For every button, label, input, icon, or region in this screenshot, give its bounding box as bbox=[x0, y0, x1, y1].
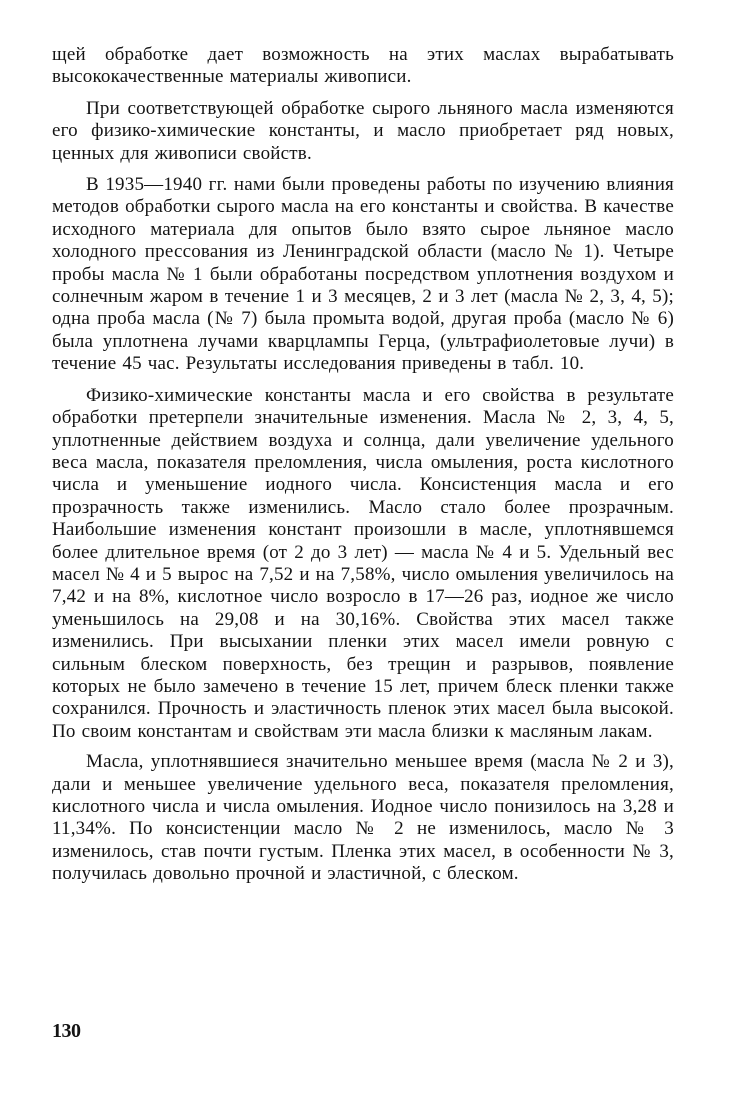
paragraph-continuation: щей обработке дает возможность на этих маслах вырабатывать высококачественные материалы живописи. bbox=[52, 44, 674, 88]
paragraph-oil-treatment: При соответствующей обработке сырого льняного масла изменяются его физико-химические константы, и масло приобретает ряд новых, ценных для живописи свойств. bbox=[52, 97, 674, 164]
paragraph-experiments: В 1935—1940 гг. нами были проведены работы по изучению влияния методов обработки сырого масла на его константы и свойства. В качестве исходного материала для опытов было взято сырое льняное масло холодного прессования из Ленинградской области (масло № 1). Четыре пробы масла № 1 были обработаны посредством уплотнения воздухом и солнечным жаром в течение 1 и 3 месяцев, 2 и 3 лет (масла № 2, 3, 4, 5); одна проба масла (№ 7) была промыта водой, другая проба (масло № 6) была уплотнена лучами кварцлампы Герца, (ультрафиолетовые лучи) в течение 45 час. Результаты исследования приведены в табл. 10. bbox=[52, 174, 674, 375]
page-body bbox=[52, 44, 674, 893]
paragraph-constants-changes: Физико-химические константы масла и его свойства в результате обработки претерпели значительные изменения. Масла № 2, 3, 4, 5, уплотненные действием воздуха и солнца, дали увеличение удельного веса масла, показателя преломления, числа омыления, роста кислотного числа и уменьшение иодного числа. Консистенция масла и его прозрачность также изменились. Масло стало более прозрачным. Наибольшие изменения констант произошли в масле, уплотнявшемся более длительное время (от 2 до 3 лет) — масла № 4 и 5. Удельный вес масел № 4 и 5 вырос на 7,52 и на 7,58%, число омыления увеличилось на 7,42 и на 8%, кислотное число возросло в 17—26 раз, иодное же число уменьшилось на 29,08 и на 30,16%. Свойства этих масел также изменились. При высыхании пленки этих масел имели ровную с сильным блеском поверхность, без трещин и разрывов, появление которых не было замечено в течение 15 лет, причем блеск пленки также сохранился. Прочность и эластичность пленок этих масел была высокой. По своим константам и свойствам эти масла близки к масляным лакам. bbox=[52, 384, 674, 742]
paragraph-short-treatment: Масла, уплотнявшиеся значительно меньшее время (масла № 2 и 3), дали и меньшее увеличение удельного веса, показателя преломления, кислотного числа и числа омыления. Иодное число понизилось на 3,28 и 11,34%. По консистенции масло № 2 не изменилось, масло № 3 изменилось, став почти густым. Пленка этих масел, в особенности № 3, получилась довольно прочной и эластичной, с блеском. bbox=[52, 751, 674, 885]
page-number: 130 bbox=[52, 1020, 81, 1042]
